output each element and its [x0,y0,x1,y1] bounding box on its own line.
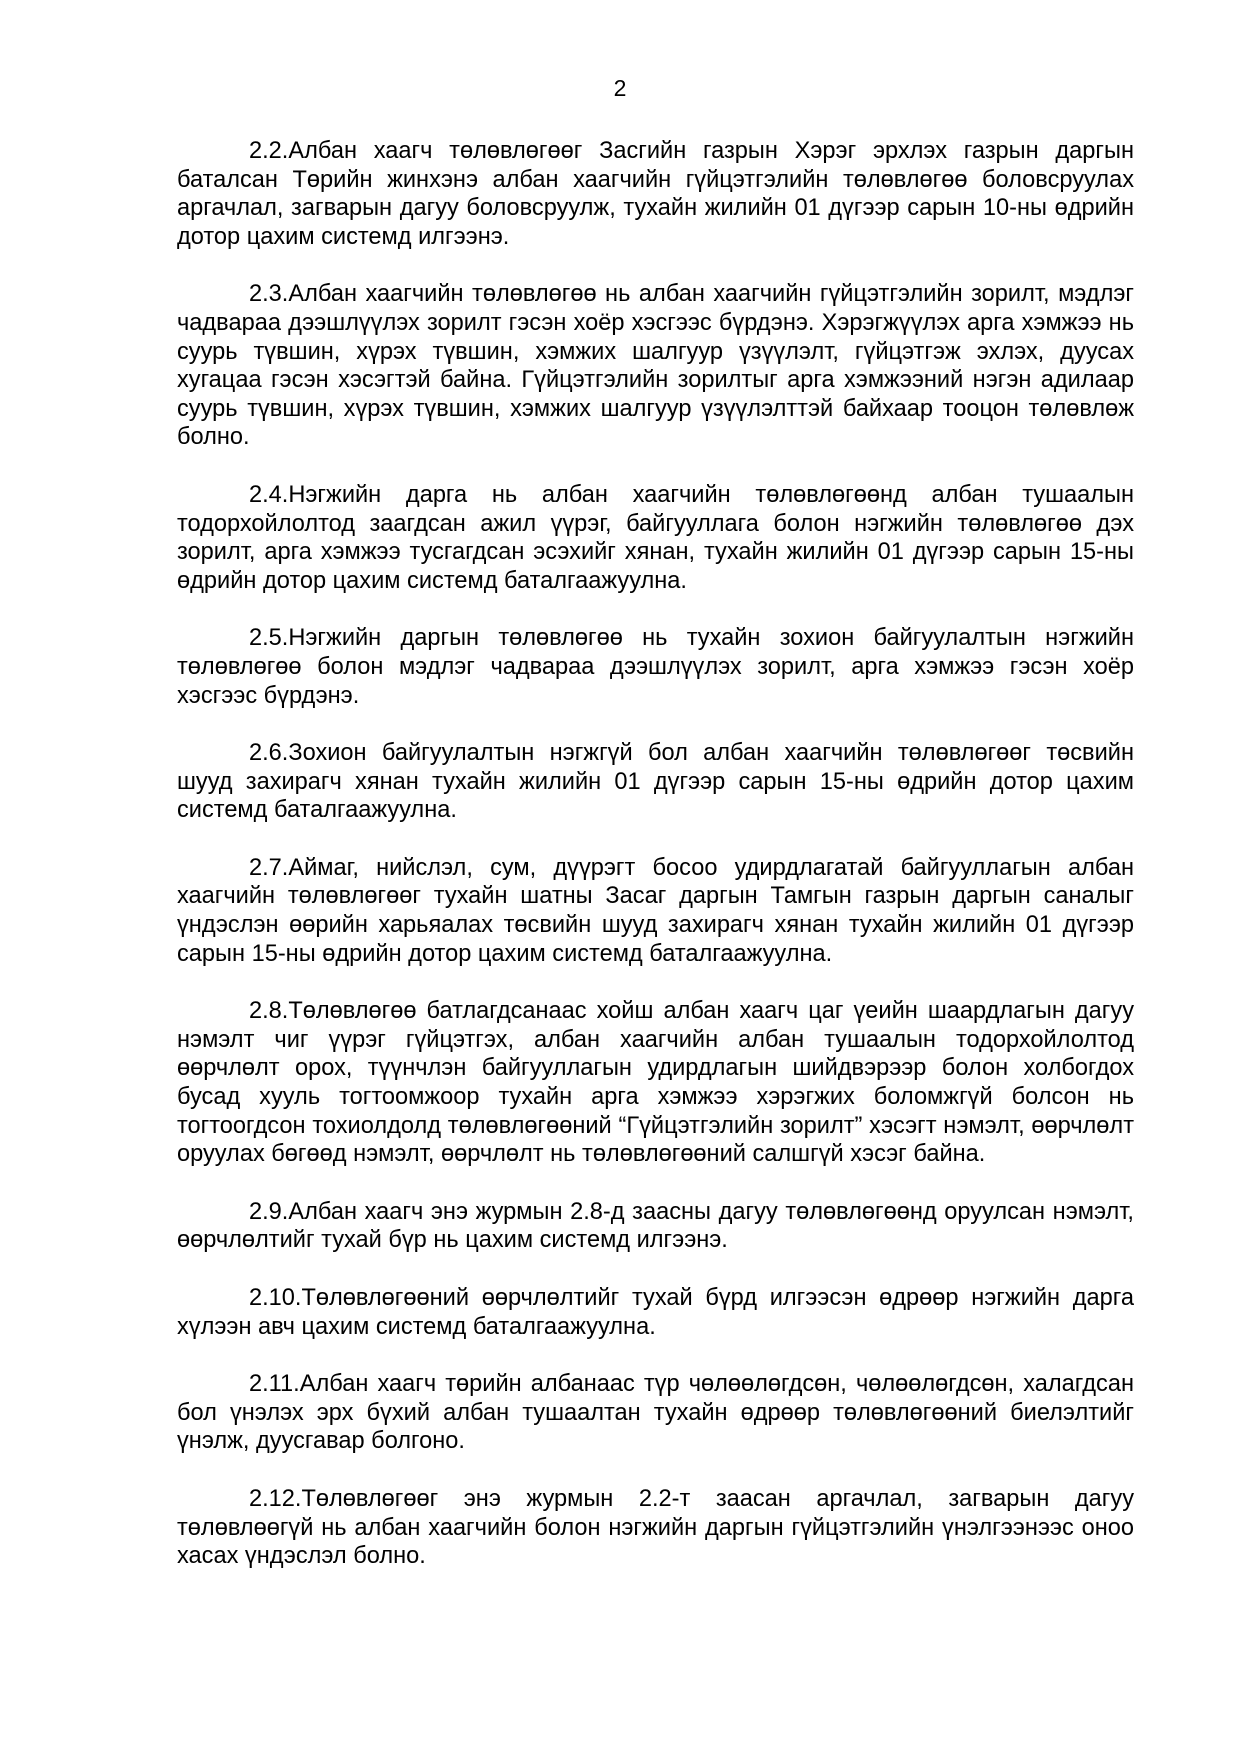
paragraph-2-2: 2.2.Албан хаагч төлөвлөгөөг Засгийн газрын Хэрэг эрхлэх газрын даргын баталсан Төрийн жинхэнэ албан хаагчийн гүйцэтгэлийн төлөвлөгөө боловсруулах аргачлал, загварын дагуу боловсруулж, тухайн жилийн 01 дүгээр сарын 10-ны өдрийн дотор цахим системд илгээнэ. [177,138,1134,250]
paragraph-2-3: 2.3.Албан хаагчийн төлөвлөгөө нь албан хаагчийн гүйцэтгэлийн зорилт, мэдлэг чадвараа дээшлүүлэх зорилт гэсэн хоёр хэсгээс бүрдэнэ. Хэрэгжүүлэх арга хэмжээ нь суурь түвшин, хүрэх түвшин, хэмжих шалгуур үзүүлэлт, гүйцэтгэж эхлэх, дуусах хугацаа гэсэн хэсэгтэй байна. Гүйцэтгэлийн зорилтыг арга хэмжээний нэгэн адилаар суурь түвшин, хүрэх түвшин, хэмжих шалгуур үзүүлэлттэй байхаар тооцон төлөвлөж болно. [177,281,1134,451]
paragraph-2-8: 2.8.Төлөвлөгөө батлагдсанаас хойш албан хаагч цаг үеийн шаардлагын дагуу нэмэлт чиг үүрэг гүйцэтгэх, албан хаагчийн албан тушаалын тодорхойлолтод өөрчлөлт орох, түүнчлэн байгууллагын удирдлагын шийдвэрээр болон холбогдох бусад хууль тогтоомжоор тухайн арга хэмжээ хэрэгжих боломжгүй болсон нь тогтоогдсон тохиолдолд төлөвлөгөөний “Гүйцэтгэлийн зорилт” хэсэгт нэмэлт, өөрчлөлт оруулах бөгөөд нэмэлт, өөрчлөлт нь төлөвлөгөөний салшгүй хэсэг байна. [177,998,1134,1168]
paragraph-2-10: 2.10.Төлөвлөгөөний өөрчлөлтийг тухай бүрд илгээсэн өдрөөр нэгжийн дарга хүлээн авч цахим системд баталгаажуулна. [177,1285,1134,1340]
paragraph-2-5: 2.5.Нэгжийн даргын төлөвлөгөө нь тухайн зохион байгуулалтын нэгжийн төлөвлөгөө болон мэдлэг чадвараа дээшлүүлэх зорилт, арга хэмжээ гэсэн хоёр хэсгээс бүрдэнэ. [177,625,1134,709]
paragraph-2-12: 2.12.Төлөвлөгөөг энэ журмын 2.2-т заасан аргачлал, загварын дагуу төлөвлөөгүй нь албан хаагчийн болон нэгжийн даргын гүйцэтгэлийн үнэлгээнээс оноо хасах үндэслэл болно. [177,1485,1134,1570]
paragraph-2-11: 2.11.Албан хаагч төрийн албанаас түр чөлөөлөгдсөн, чөлөөлөгдсөн, халагдсан бол үнэлэх эрх бүхий албан тушаалтан тухайн өдрөөр төлөвлөгөөний биелэлтийг үнэлж, дуусгавар болгоно. [177,1371,1134,1455]
document-body [177,137,1134,1600]
paragraph-2-7: 2.7.Аймаг, нийслэл, сум, дүүрэгт босоо удирдлагатай байгууллагын албан хаагчийн төлөвлөгөөг тухайн шатны Засаг даргын Тамгын газрын даргын саналыг үндэслэн өөрийн харьяалах төсвийн шууд захирагч хянан тухайн жилийн 01 дүгээр сарын 15-ны өдрийн дотор цахим системд баталгаажуулна. [177,854,1134,967]
paragraph-2-4: 2.4.Нэгжийн дарга нь албан хаагчийн төлөвлөгөөнд албан тушаалын тодорхойлолтод заагдсан ажил үүрэг, байгууллага болон нэгжийн төлөвлөгөө дэх зорилт, арга хэмжээ тусгагдсан эсэхийг хянан, тухайн жилийн 01 дүгээр сарын 15-ны өдрийн дотор цахим системд баталгаажуулна. [177,481,1134,594]
paragraph-2-6: 2.6.Зохион байгуулалтын нэгжгүй бол албан хаагчийн төлөвлөгөөг төсвийн шууд захирагч хянан тухайн жилийн 01 дүгээр сарын 15-ны өдрийн дотор цахим системд баталгаажуулна. [177,740,1134,824]
paragraph-2-9: 2.9.Албан хаагч энэ журмын 2.8-д заасны дагуу төлөвлөгөөнд оруулсан нэмэлт, өөрчлөлтийг тухай бүр нь цахим системд илгээнэ. [177,1198,1134,1254]
page-number: 2 [613,75,627,101]
